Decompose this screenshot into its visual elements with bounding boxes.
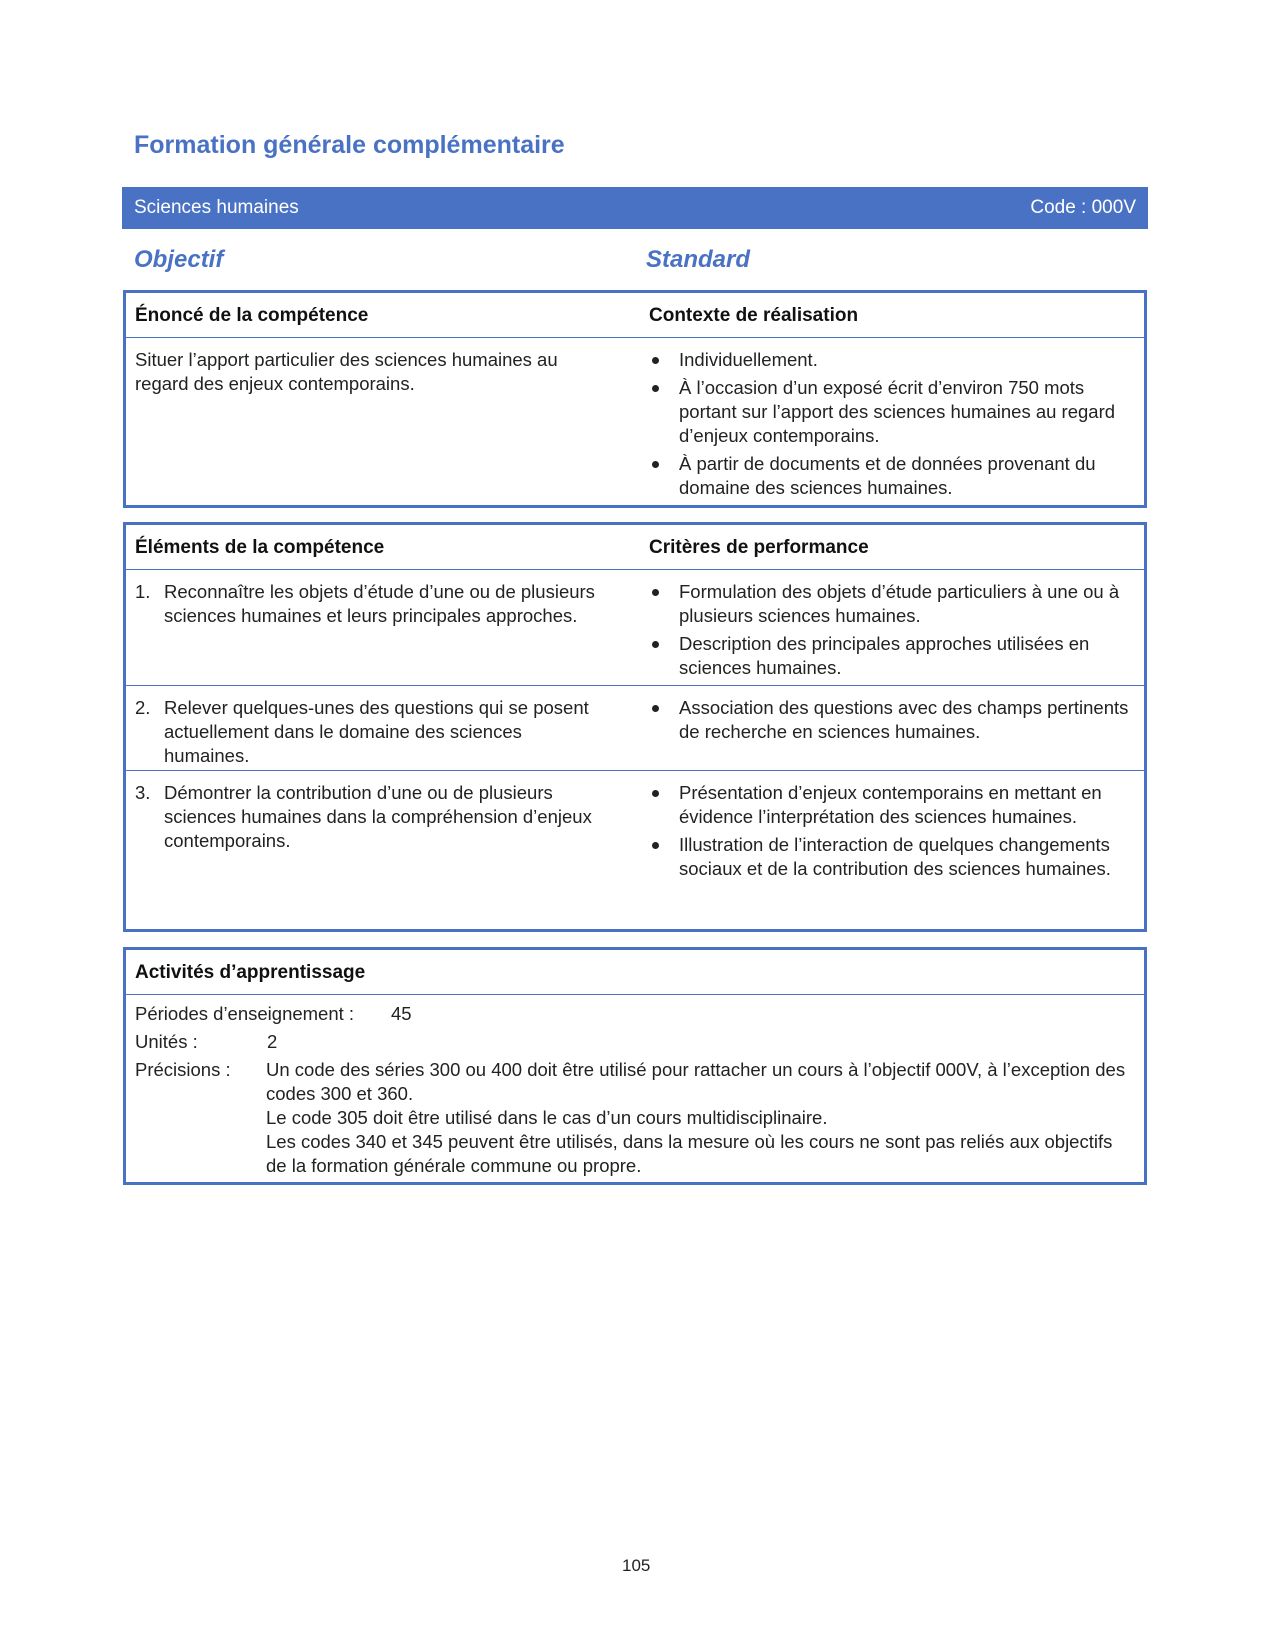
element-row: [126, 771, 1144, 931]
activites-body-row: [126, 995, 1144, 1183]
list-item: À l’occasion d’un exposé écrit d’environ 750 mots portant sur l’apport des sciences humaines au regard d’enjeux contemporains.: [649, 376, 1134, 448]
criteres-list: [649, 696, 1134, 744]
list-item: Présentation d’enjeux contemporains en mettant en évidence l’interprétation des sciences humaines.: [649, 781, 1134, 829]
competence-body-row: [126, 338, 1144, 503]
activites-header: Activités d’apprentissage: [135, 962, 366, 983]
element-text: Relever quelques-unes des questions qui se posent actuellement dans le domaine des sciences humaines.: [164, 697, 589, 766]
list-item: À partir de documents et de données provenant du domaine des sciences humaines.: [649, 452, 1134, 500]
element-item: [135, 696, 604, 768]
course-code: Code : 000V: [1030, 197, 1136, 218]
precisions-block: [266, 1058, 1134, 1178]
precision-text: Un code des séries 300 ou 400 doit être utilisé pour rattacher un cours à l’objectif 000V, à l’exception des codes 300 et 360.: [266, 1059, 1126, 1104]
element-row: [126, 570, 1144, 686]
precision-text: Le code 305 doit être utilisé dans le cas d’un cours multidisciplinaire.: [266, 1107, 828, 1128]
criteres-list: [649, 580, 1134, 680]
activites-header-row: [126, 950, 1144, 995]
criteres-header: Critères de performance: [649, 537, 869, 558]
contexte-list: [649, 348, 1134, 500]
activites-box: [123, 947, 1147, 1185]
element-number: 3.: [135, 782, 151, 803]
periodes-value: 45: [391, 1003, 412, 1024]
standard-heading: Standard: [646, 246, 751, 273]
list-item: Illustration de l’interaction de quelques changements sociaux et de la contribution des sciences humaines.: [649, 833, 1134, 881]
element-text: Reconnaître les objets d’étude d’une ou de plusieurs sciences humaines et leurs principales approches.: [164, 581, 595, 626]
criteres-list: [649, 781, 1134, 881]
list-item: Formulation des objets d’étude particuliers à une ou à plusieurs sciences humaines.: [649, 580, 1134, 628]
competence-box: [123, 290, 1147, 508]
discipline-banner: [122, 187, 1148, 229]
page-number: 105: [622, 1556, 651, 1575]
competence-header-row: [126, 293, 1144, 338]
element-number: 1.: [135, 581, 151, 602]
list-item: Individuellement.: [649, 348, 1134, 372]
document-title: Formation générale complémentaire: [134, 131, 565, 159]
element-item: [135, 580, 624, 628]
discipline-name: Sciences humaines: [134, 197, 299, 218]
elements-box: [123, 522, 1147, 932]
objectif-heading: Objectif: [134, 246, 224, 273]
contexte-header: Contexte de réalisation: [649, 305, 859, 326]
list-item: Association des questions avec des champs pertinents de recherche en sciences humaines.: [649, 696, 1134, 744]
elements-header: Éléments de la compétence: [135, 537, 385, 558]
list-item: Description des principales approches utilisées en sciences humaines.: [649, 632, 1134, 680]
enonce-text: Situer l’apport particulier des sciences humaines au regard des enjeux contemporains.: [135, 349, 558, 394]
enonce-header: Énoncé de la compétence: [135, 305, 369, 326]
element-text: Démontrer la contribution d’une ou de plusieurs sciences humaines dans la compréhension d’enjeux contemporains.: [164, 782, 592, 851]
element-row: [126, 686, 1144, 771]
element-number: 2.: [135, 697, 151, 718]
element-item: [135, 781, 624, 853]
periodes-label: Périodes d’enseignement :: [135, 1003, 355, 1024]
precisions-label: Précisions :: [135, 1059, 231, 1080]
precision-text: Les codes 340 et 345 peuvent être utilisés, dans la mesure où les cours ne sont pas reliés aux objectifs de la formation générale commune ou propre.: [266, 1131, 1113, 1176]
unites-label: Unités :: [135, 1031, 198, 1052]
elements-header-row: [126, 525, 1144, 570]
unites-value: 2: [267, 1031, 278, 1052]
